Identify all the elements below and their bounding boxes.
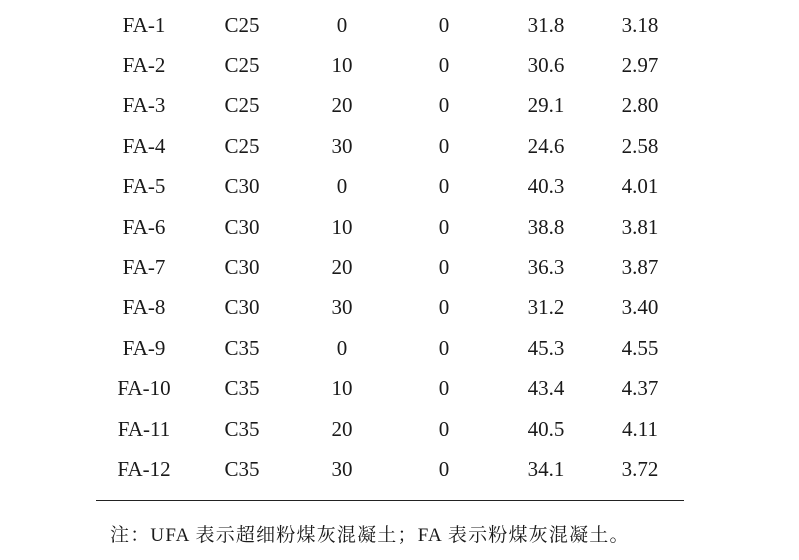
replacement-rate-cell: 30 <box>331 456 353 481</box>
replacement-rate-cell: 10 <box>331 214 353 239</box>
specimen-id-cell: FA-3 <box>122 93 166 118</box>
strength-grade-cell: C30 <box>224 174 260 199</box>
strength-grade-cell: C25 <box>224 12 260 37</box>
replacement-rate-cell: 30 <box>331 133 353 158</box>
ufa-rate-cell: 0 <box>438 53 450 78</box>
strength-grade-cell: C30 <box>224 295 260 320</box>
specimen-id-cell: FA-6 <box>122 214 166 239</box>
tensile-strength-cell: 2.97 <box>621 53 659 78</box>
replacement-rate-cell: 0 <box>336 174 348 199</box>
compressive-strength-cell: 31.2 <box>527 295 565 320</box>
ufa-rate-cell: 0 <box>438 295 450 320</box>
replacement-rate-cell: 0 <box>336 335 348 360</box>
data-table <box>96 5 684 490</box>
ufa-rate-cell: 0 <box>438 376 450 401</box>
tensile-strength-cell: 4.37 <box>621 376 659 401</box>
table-row <box>96 328 684 368</box>
tensile-strength-cell: 4.01 <box>621 174 659 199</box>
table-footnote: 注：UFA 表示超细粉煤灰混凝土；FA 表示粉煤灰混凝土。 <box>110 525 630 546</box>
replacement-rate-cell: 30 <box>331 295 353 320</box>
ufa-rate-cell: 0 <box>438 335 450 360</box>
strength-grade-cell: C35 <box>224 416 260 441</box>
compressive-strength-cell: 34.1 <box>527 456 565 481</box>
table-row <box>96 86 684 126</box>
compressive-strength-cell: 38.8 <box>527 214 565 239</box>
ufa-rate-cell: 0 <box>438 133 450 158</box>
tensile-strength-cell: 4.11 <box>622 416 658 441</box>
ufa-rate-cell: 0 <box>438 12 450 37</box>
strength-grade-cell: C25 <box>224 93 260 118</box>
compressive-strength-cell: 40.5 <box>527 416 565 441</box>
table-row <box>96 126 684 166</box>
specimen-id-cell: FA-1 <box>122 12 166 37</box>
specimen-id-cell: FA-8 <box>122 295 166 320</box>
replacement-rate-cell: 10 <box>331 376 353 401</box>
strength-grade-cell: C25 <box>224 133 260 158</box>
ufa-rate-cell: 0 <box>438 255 450 280</box>
specimen-id-cell: FA-7 <box>122 255 166 280</box>
table-row <box>96 288 684 328</box>
table-row <box>96 409 684 449</box>
tensile-strength-cell: 4.55 <box>621 335 659 360</box>
strength-grade-cell: C35 <box>224 335 260 360</box>
tensile-strength-cell: 3.81 <box>621 214 659 239</box>
table-row <box>96 45 684 85</box>
strength-grade-cell: C25 <box>224 53 260 78</box>
tensile-strength-cell: 2.58 <box>621 133 659 158</box>
ufa-rate-cell: 0 <box>438 416 450 441</box>
specimen-id-cell: FA-2 <box>122 53 166 78</box>
compressive-strength-cell: 40.3 <box>527 174 565 199</box>
replacement-rate-cell: 20 <box>331 416 353 441</box>
table-bottom-rule <box>96 500 684 501</box>
compressive-strength-cell: 24.6 <box>527 133 565 158</box>
tensile-strength-cell: 3.72 <box>621 456 659 481</box>
specimen-id-cell: FA-9 <box>122 335 166 360</box>
ufa-rate-cell: 0 <box>438 174 450 199</box>
specimen-id-cell: FA-4 <box>122 133 166 158</box>
table-row <box>96 247 684 287</box>
table-row <box>96 5 684 45</box>
table-row <box>96 369 684 409</box>
compressive-strength-cell: 29.1 <box>527 93 565 118</box>
replacement-rate-cell: 20 <box>331 255 353 280</box>
tensile-strength-cell: 2.80 <box>621 93 659 118</box>
table-row <box>96 449 684 489</box>
replacement-rate-cell: 10 <box>331 53 353 78</box>
strength-grade-cell: C30 <box>224 255 260 280</box>
strength-grade-cell: C35 <box>224 376 260 401</box>
ufa-rate-cell: 0 <box>438 214 450 239</box>
table-row <box>96 207 684 247</box>
compressive-strength-cell: 36.3 <box>527 255 565 280</box>
tensile-strength-cell: 3.40 <box>621 295 659 320</box>
specimen-id-cell: FA-11 <box>117 416 171 441</box>
ufa-rate-cell: 0 <box>438 93 450 118</box>
compressive-strength-cell: 30.6 <box>527 53 565 78</box>
ufa-rate-cell: 0 <box>438 456 450 481</box>
strength-grade-cell: C35 <box>224 456 260 481</box>
strength-grade-cell: C30 <box>224 214 260 239</box>
compressive-strength-cell: 31.8 <box>527 12 565 37</box>
specimen-id-cell: FA-5 <box>122 174 166 199</box>
specimen-id-cell: FA-10 <box>117 376 171 401</box>
specimen-id-cell: FA-12 <box>117 456 171 481</box>
table-body <box>96 5 684 490</box>
tensile-strength-cell: 3.18 <box>621 12 659 37</box>
compressive-strength-cell: 45.3 <box>527 335 565 360</box>
compressive-strength-cell: 43.4 <box>527 376 565 401</box>
table-row <box>96 167 684 207</box>
replacement-rate-cell: 20 <box>331 93 353 118</box>
replacement-rate-cell: 0 <box>336 12 348 37</box>
tensile-strength-cell: 3.87 <box>621 255 659 280</box>
